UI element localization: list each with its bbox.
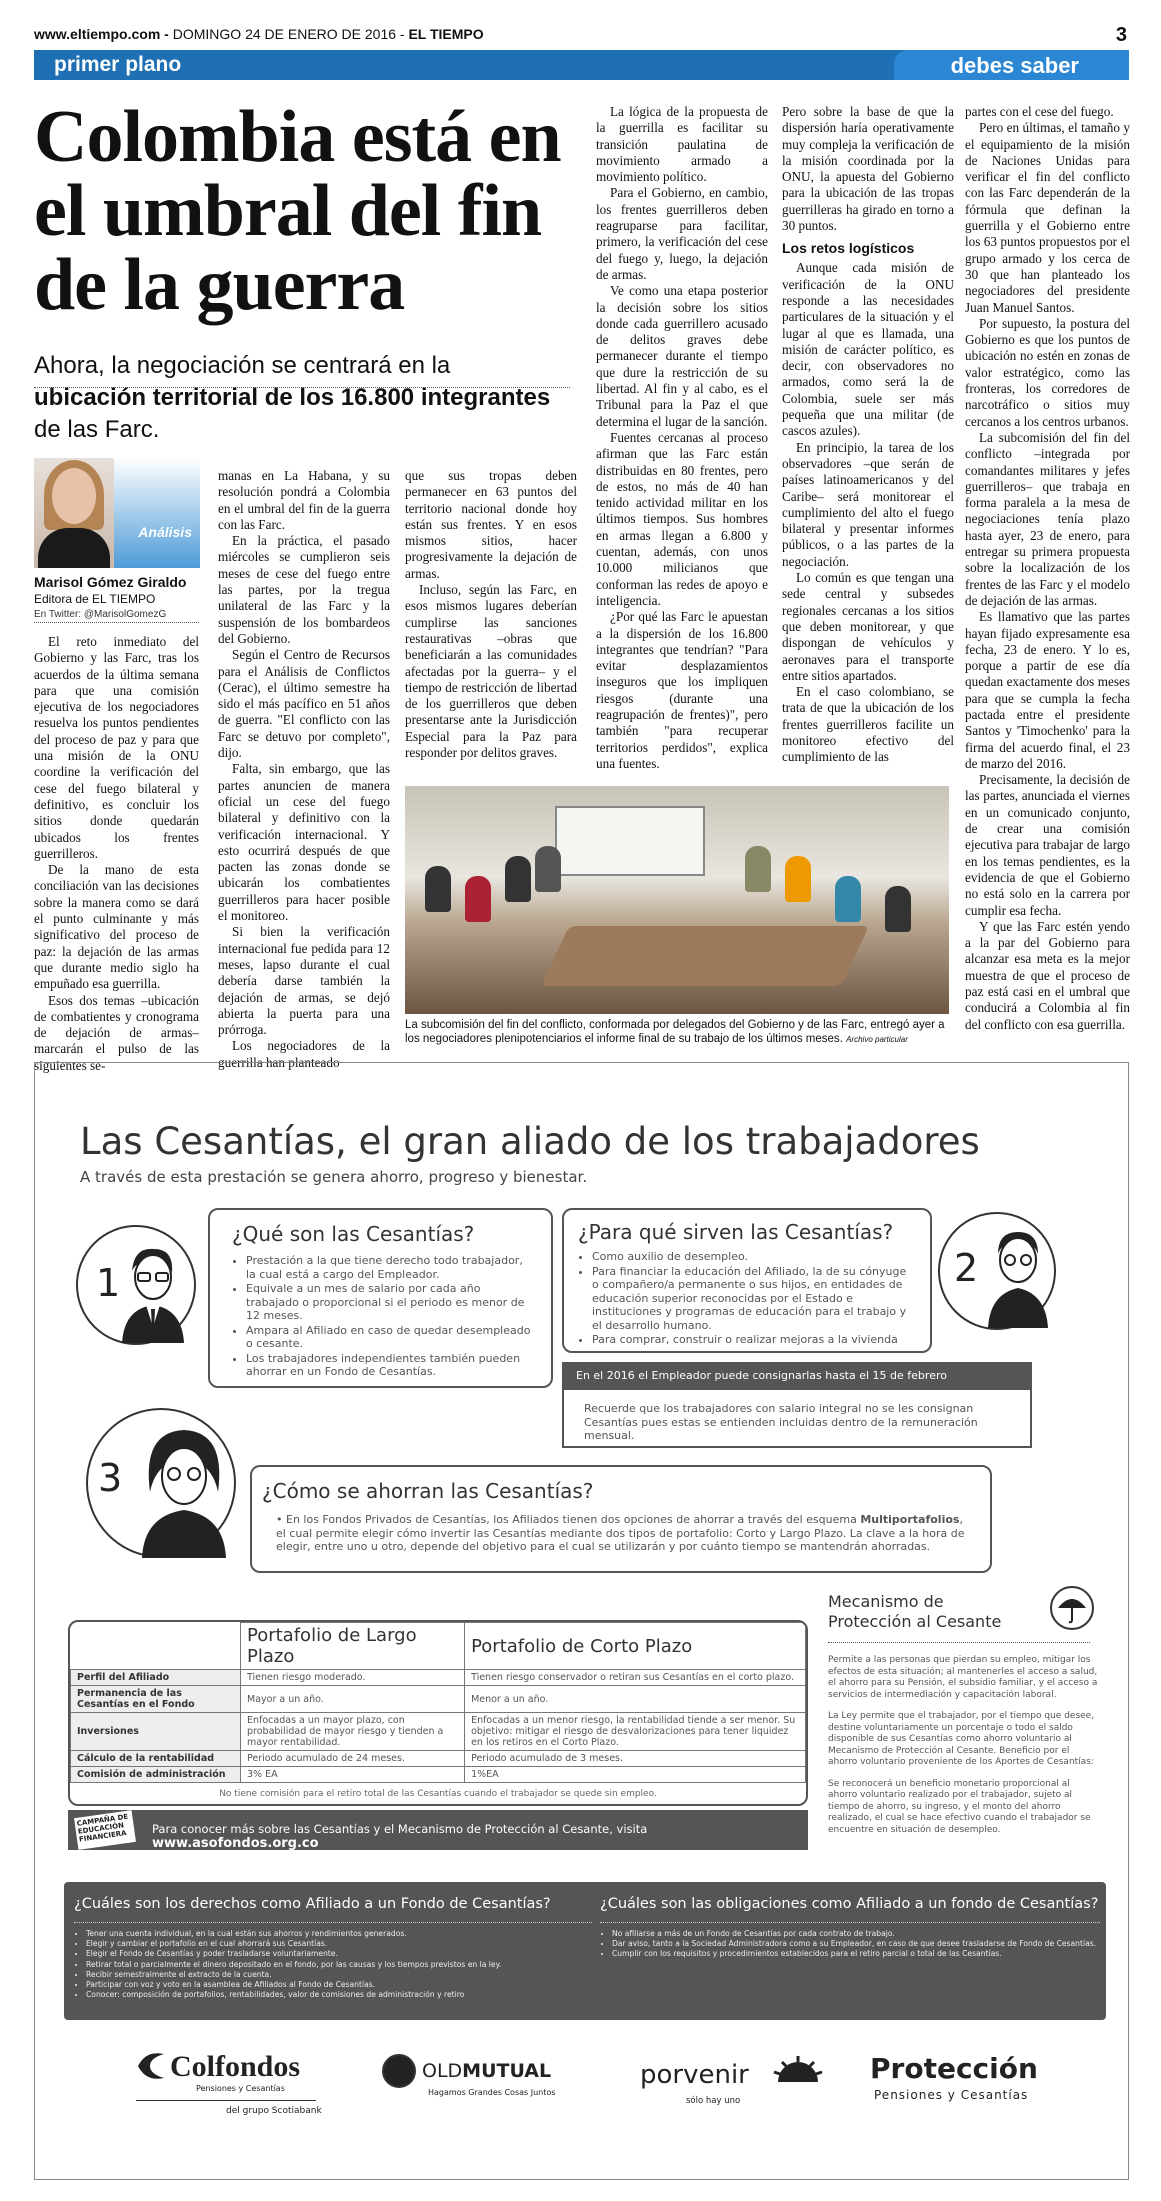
article-column-4 bbox=[596, 104, 768, 774]
q2-bubble bbox=[562, 1208, 932, 1353]
author-rule bbox=[34, 622, 199, 623]
list-item: • Retirar total o parcialmente el dinero depositado en el fondo, por las causas y los tiempos previstos en la ley. bbox=[86, 1960, 592, 1970]
deck-bold: ubicación territorial de los 16.800 integrantes bbox=[34, 384, 551, 411]
table-footnote: No tiene comisión para el retiro total de las Cesantías cuando el trabajador se quede sin empleo. bbox=[219, 1789, 657, 1799]
table-row bbox=[71, 1767, 806, 1783]
campaign-badge: CAMPAÑA DE EDUCACIÓN FINANCIERA bbox=[74, 1810, 136, 1850]
businessman-icon bbox=[120, 1243, 186, 1343]
table-cell-long: Enfocadas a un mayor plazo, con probabilidad de mayor riesgo y tienden a mayor rentabilidad. bbox=[241, 1713, 465, 1751]
paragraph: Según el Centro de Recursos para el Análisis de Conflictos (Cerac), el último semestre ha sido el más pacífico en 51 años de guerra. "El conflicto con las Farc se detuvo por completo", dijo. bbox=[218, 647, 390, 761]
paragraph: Ve como una etapa posterior la decisión sobre los sitios donde cada guerrillero acusado de delitos graves debe permanecer durante el tiempo que dure la restricción de su libertad. Al fin y al cabo, es el Tribunal para la Paz el que determina el lugar de la sanción. bbox=[596, 283, 768, 429]
paragraph: En el caso colombiano, se trata de que la ubicación de los frentes guerrilleros facilite un monitoreo efectivo del cumplimiento de las bbox=[782, 684, 954, 765]
q3-title: ¿Cómo se ahorran las Cesantías? bbox=[262, 1479, 594, 1503]
paragraph: Lo común es que tengan una sede central y subsedes regionales cercanas a los sitios que deben monitorear, y que dispongan de vehículos y aeronaves para el transporte entre sitios apartados. bbox=[782, 570, 954, 683]
mechanism-rule bbox=[828, 1642, 1090, 1643]
paragraph: El reto inmediato del Gobierno y las Farc, tras los acuerdos de la última semana para que una comisión ejecutiva de los negociadores resuelva los puntos pendientes del proceso de paz y para que una misión de la ONU coordine la verificación del cese del fuego bilateral y definitivo, es concluir los sitios donde quedarán ubicados los frentes guerrilleros. bbox=[34, 634, 199, 861]
section-label-left: primer plano bbox=[54, 53, 182, 76]
mechanism-p2: La Ley permite que el trabajador, por el tiempo que desee, destine voluntariamente un porcentaje o todo el saldo disponible de sus Cesantías como ahorro voluntario al Mecanismo de Protección al Cesante. Beneficio por el ahorro voluntario proveniente de los Aportes de Cesantías: bbox=[828, 1711, 1095, 1767]
list-item: • Prestación a la que tiene derecho todo trabajador, la cual está a cargo del Empleador. bbox=[246, 1254, 534, 1281]
colfondos-rule bbox=[136, 2100, 316, 2101]
list-item: • Recibir semestralmente el extracto de la cuenta. bbox=[86, 1970, 592, 1980]
table-cell-long: Periodo acumulado de 24 meses. bbox=[241, 1751, 465, 1767]
table-cell-label: Perfil del Afiliado bbox=[71, 1670, 241, 1686]
table-row bbox=[71, 1686, 806, 1713]
table-cell-short: Periodo acumulado de 3 meses. bbox=[465, 1751, 806, 1767]
paragraph: En la práctica, el pasado miércoles se cumplieron seis meses de cese del fuego entre las partes, por la tregua unilateral de las Farc y la suspensión de los bombardeos del Gobierno. bbox=[218, 533, 390, 646]
paragraph: En principio, la tarea de los observadores –que serán de países latinoamericanos y del Caribe– será monitorear el cumplimiento del alto el fuego bilateral y presentar informes públicos, o a las partes de la negociación. bbox=[782, 439, 954, 569]
q3-text-2: , el cual permite elegir cómo invertir las Cesantías mediante dos tipos de portafolio: Corto y Largo Plazo. La clave a la hora de elegir, entre uno u otro, depende del objetivo para el cual se utilizarán y por cuánto tiempo se mantendrán ahorradas. bbox=[276, 1513, 965, 1553]
paragraph: Es llamativo que las partes hayan fijado expresamente esa fecha, 23 de enero. Y lo es, porque a partir de ese día quedan exactamente dos meses para que se cumpla la fecha pactada entre el presidente Santos y 'Timochenko' para la firma del acuerdo final, el 23 de marzo del 2016. bbox=[965, 609, 1130, 771]
oldmutual-sub: Hagamos Grandes Cosas Juntos bbox=[428, 2088, 556, 2097]
person bbox=[505, 856, 531, 902]
rights-title: ¿Cuáles son los derechos como Afiliado a un Fondo de Cesantías? bbox=[74, 1896, 551, 1912]
oldmutual-name-2: MUTUAL bbox=[462, 2060, 552, 2082]
q3-text-1: En los Fondos Privados de Cesantías, los Afiliados tienen dos opciones de ahorrar a través del esquema bbox=[286, 1513, 861, 1526]
analysis-tag bbox=[114, 458, 200, 568]
photo-credit: Archivo particular bbox=[846, 1035, 908, 1044]
table-body bbox=[71, 1670, 806, 1783]
list-item: • Los trabajadores independientes también pueden ahorrar en un Fondo de Cesantías. bbox=[246, 1352, 534, 1379]
issue-date: DOMINGO 24 DE ENERO DE 2016 - bbox=[172, 26, 405, 42]
q3-text-bold: Multiportafolios bbox=[860, 1513, 960, 1526]
paragraph: manas en La Habana, y su resolución pondrá a Colombia en el umbral del fin de la guerra con las Farc. bbox=[218, 468, 390, 532]
paragraph: La subcomisión del fin del conflicto –integrada por comandantes militares y jefes guerrilleros– que trabaja en forma paralela a la mesa de negociaciones tenía plazo hasta ayer, 23 de enero, para entregar su primera propuesta sobre la localización de los frentes de las Farc y el modelo de dejación de las armas. bbox=[965, 429, 1130, 608]
analysis-label: Análisis bbox=[138, 524, 192, 540]
q3-bubble bbox=[250, 1465, 992, 1573]
paragraph: Esos dos temas –ubicación de combatientes y cronograma de dejación de armas– marcarán el pulso de las siguientes se- bbox=[34, 992, 199, 1073]
list-item: • Ampara al Afiliado en caso de quedar desempleado o cesante. bbox=[246, 1324, 534, 1351]
table-cell-long: 3% EA bbox=[241, 1767, 465, 1783]
campaign-bar bbox=[68, 1810, 808, 1850]
q3-circle bbox=[86, 1408, 236, 1558]
mechanism-p3: Se reconocerá un beneficio monetario proporcional al ahorro voluntario realizado por el trabajador, sujeto al tiempo de ahorro, su ingreso, y el monto del ahorro realizado, el cual se hace efectivo cuando el trabajador se encuentre en situación de desempleo. bbox=[828, 1778, 1091, 1835]
umbrella-icon bbox=[1050, 1586, 1094, 1630]
table-cell-long: Mayor a un año. bbox=[241, 1686, 465, 1713]
person bbox=[465, 876, 491, 922]
table-cell-short: 1%EA bbox=[465, 1767, 806, 1783]
meeting-table bbox=[541, 926, 869, 986]
list-item: • Equivale a un mes de salario por cada año trabajado o proporcional si el periodo es menor de 12 meses. bbox=[246, 1282, 534, 1323]
deck-text-2: de las Farc. bbox=[34, 416, 160, 443]
campaign-link[interactable]: www.asofondos.org.co bbox=[152, 1836, 319, 1851]
col-header-long: Portafolio de Largo Plazo bbox=[241, 1623, 465, 1670]
person bbox=[745, 846, 771, 892]
ad-subtitle: A través de esta prestación se genera ahorro, progreso y bienestar. bbox=[80, 1168, 588, 1186]
q3-number: 3 bbox=[98, 1456, 123, 1500]
subhead: Los retos logísticos bbox=[782, 240, 915, 257]
table-cell-short: Enfocadas a un menor riesgo, la rentabilidad tiende a ser menor. Su objetivo: mitigar el riesgo de desvalorizaciones para tener liquidez en los retiros en el Corto Plazo. bbox=[465, 1713, 806, 1751]
duties-list bbox=[600, 1929, 1100, 1960]
list-item: • No afiliarse a más de un Fondo de Cesantías por cada contrato de trabajo. bbox=[612, 1929, 1100, 1939]
duties-section bbox=[600, 1896, 1100, 1960]
author-role: Editora de EL TIEMPO bbox=[34, 592, 156, 606]
campaign-msg: Para conocer más sobre las Cesantías y el Mecanismo de Protección al Cesante, visita bbox=[152, 1822, 648, 1836]
paragraph: Pero sobre la base de que la dispersión haría operativamente muy compleja la verificación de la misión coordinada por la ONU, la apuesta del Gobierno para la ubicación de las tropas guerrilleras ha girado en torno a 30 puntos. bbox=[782, 104, 954, 234]
oldmutual-name-1: OLD bbox=[422, 2060, 463, 2082]
sunrise-icon bbox=[772, 2054, 824, 2084]
table-cell-label: Inversiones bbox=[71, 1713, 241, 1751]
deck bbox=[34, 350, 564, 446]
paragraph: Falta, sin embargo, que las partes anuncien de manera oficial un cese del fuego bilateral y definitivo con la verificación internacional. Y esto ocurrirá después de que pacten las zonas donde se ubicarán los combatientes guerrilleros para hacer posible el monitoreo. bbox=[218, 761, 390, 924]
table-row bbox=[71, 1713, 806, 1751]
section-label-right: debes saber bbox=[950, 53, 1079, 78]
author-photo bbox=[34, 458, 114, 568]
q1-circle bbox=[76, 1225, 196, 1345]
article-column-2 bbox=[218, 468, 390, 1070]
deck-rule bbox=[34, 387, 570, 388]
q2-circle bbox=[938, 1212, 1056, 1330]
paragraph: Fuentes cercanas al proceso afirman que las Farc están distribuidas en 80 frentes, pero de estos, no más de 40 han tenido actividad militar en los últimos tiempos. Sus hombres en armas llegan a 6.800 y cuentan, además, con unos 10.000 milicianos que conforman las redes de apoyo e inteligencia. bbox=[596, 429, 768, 608]
paragraph: Pero en últimas, el tamaño y el equipamiento de la misión de Naciones Unidas para verificar el fin del conflicto con las Farc dependerán de la fórmula que definan la guerrilla y el Gobierno entre los 63 puntos propuestos por el grupo armado y los cerca de 30 que han planteado los negociadores del presidente Juan Manuel Santos. bbox=[965, 120, 1130, 315]
proteccion-name: Protección bbox=[870, 2052, 1038, 2085]
page-number: 3 bbox=[1115, 24, 1127, 46]
rights-duties-panel bbox=[64, 1882, 1106, 2020]
table-cell-label: Comisión de administración bbox=[71, 1767, 241, 1783]
man-glasses-icon bbox=[986, 1228, 1050, 1328]
paragraph: Los negociadores de la guerrilla han planteado bbox=[218, 1038, 390, 1070]
site-url[interactable]: www.eltiempo.com - bbox=[34, 26, 169, 42]
photo-caption bbox=[405, 1018, 949, 1047]
oldmutual-name bbox=[422, 2060, 551, 2082]
ad-title: Las Cesantías, el gran aliado de los trabajadores bbox=[80, 1120, 980, 1163]
list-item: • Cumplir con los requisitos y procedimientos establecidos para el retiro parcial o total de las Cesantías. bbox=[612, 1949, 1100, 1959]
table-cell-label: Permanencia de las Cesantías en el Fondo bbox=[71, 1686, 241, 1713]
paragraph: partes con el cese del fuego. bbox=[965, 104, 1114, 119]
q2-band: En el 2016 el Empleador puede consignarlas hasta el 15 de febrero bbox=[562, 1362, 1032, 1390]
paragraph: Incluso, según las Farc, en esos mismos lugares deberían cumplirse las sanciones restaurativas –obras que beneficiarán a las comunidades afectadas por la guerra– y el tiempo de restricción de libertad de los guerrilleros que deben presentarse ante la Jurisdicción Especial para la Paz para responder por delitos graves. bbox=[405, 582, 577, 761]
whiteboard bbox=[555, 806, 705, 876]
paragraph: Para el Gobierno, en cambio, los frentes guerrilleros deben reagruparse para facilitar, primero, la verificación del cese del fuego y, luego, la dejación de armas. bbox=[596, 185, 768, 282]
list-item: • Como auxilio de desempleo. bbox=[592, 1250, 910, 1264]
colfondos-symbol-icon bbox=[136, 2050, 166, 2082]
porvenir-sub: sólo hay uno bbox=[686, 2096, 741, 2106]
mechanism-panel bbox=[828, 1592, 1098, 1836]
colfondos-group: del grupo Scotiabank bbox=[226, 2106, 322, 2116]
paragraph: Aunque cada misión de verificación de la ONU responde a las necesidades particulares de la situación y el lugar al que es llamada, una misión de carácter político, es decir, con observadores no armados, como será la de Colombia, suele ser más pequeña que una militar (de cascos azules). bbox=[782, 260, 954, 439]
paragraph: Y que las Farc estén yendo a la par del Gobierno para alcanzar esa meta es la mejor muestra de que el proceso de paz está casi en el umbral que conducirá a Colombia al fin del conflicto con esa guerrilla. bbox=[965, 918, 1130, 1032]
column-5-part-b bbox=[782, 260, 954, 765]
proteccion-sub: Pensiones y Cesantías bbox=[874, 2088, 1029, 2102]
colfondos-name: Colfondos bbox=[170, 2050, 301, 2083]
q2-note: Recuerde que los trabajadores con salario integral no se les consignan Cesantías pues estas se entienden incluidas dentro de la remuneración mensual. bbox=[584, 1402, 978, 1442]
author-name: Marisol Gómez Giraldo bbox=[34, 574, 187, 590]
person bbox=[535, 846, 561, 892]
portfolio-table-box bbox=[68, 1620, 808, 1806]
q1-bubble bbox=[208, 1208, 553, 1388]
q1-title: ¿Qué son las Cesantías? bbox=[232, 1222, 475, 1246]
list-item: • Para financiar la educación del Afiliado, la de su cónyuge o compañero/a permanente o sus hijos, en entidades de educación superior reconocidas por el Estado e instituciones y programas de educación para el trabajo y el desarrollo humano. bbox=[592, 1265, 910, 1333]
q1-list bbox=[234, 1254, 534, 1379]
col-header-short: Portafolio de Corto Plazo bbox=[465, 1623, 806, 1670]
person bbox=[885, 886, 911, 932]
q2-title: ¿Para qué sirven las Cesantías? bbox=[578, 1220, 894, 1244]
q2-number: 2 bbox=[954, 1246, 979, 1290]
rights-rule bbox=[74, 1922, 592, 1923]
campaign-text bbox=[152, 1822, 808, 1851]
portfolio-table bbox=[70, 1622, 806, 1783]
header-line bbox=[34, 26, 484, 42]
column-5-part-a bbox=[782, 104, 954, 234]
author-body bbox=[38, 528, 110, 568]
duties-rule bbox=[600, 1922, 1100, 1923]
q2-note-box bbox=[562, 1390, 1032, 1448]
paragraph: La lógica de la propuesta de la guerrilla es facilitar su transición paulatina de movimiento armado a movimiento político. bbox=[596, 104, 768, 185]
mechanism-title: Mecanismo de Protección al Cesante bbox=[828, 1592, 1002, 1631]
q2-list bbox=[580, 1250, 910, 1347]
table-header-row bbox=[71, 1623, 806, 1670]
section-bar bbox=[34, 50, 1129, 80]
list-item: • Participar con voz y voto en la asamblea de Afiliados al Fondo de Cesantías. bbox=[86, 1980, 592, 1990]
woman-icon bbox=[136, 1422, 232, 1558]
rights-section bbox=[74, 1896, 592, 2000]
table-row bbox=[71, 1670, 806, 1686]
meeting-photo bbox=[405, 786, 949, 1014]
article-column-6 bbox=[965, 104, 1130, 1054]
person bbox=[835, 876, 861, 922]
table-row bbox=[71, 1751, 806, 1767]
paragraph: que sus tropas deben permanecer en 63 puntos del territorio nacional donde hoy están sus frentes. Y en esos mismos sitios, hacer progresivamente la dejación de armas. bbox=[405, 468, 577, 581]
paragraph: ¿Por qué las Farc le apuestan a la dispersión de los 16.800 integrantes que tendrían? "Para evitar desplazamientos inseguros que los impliquen riesgos (durante una reagrupación de frentes)", pero también "para recuperar territorios perdidos", explica una fuentes. bbox=[596, 609, 768, 771]
table-corner bbox=[71, 1623, 241, 1670]
headline: Colombia está en el umbral del fin de la guerra bbox=[34, 96, 561, 326]
colfondos-sub: Pensiones y Cesantías bbox=[196, 2084, 285, 2093]
oldmutual-symbol-icon bbox=[382, 2054, 416, 2088]
paragraph: Precisamente, la decisión de las partes, anunciada el viernes en un comunicado conjunto, de crear una comisión ejecutiva para trabajar de largo en los temas pendientes, es la evidencia de que el Gobierno no está solo en la carrera por cumplir esa fecha. bbox=[965, 772, 1130, 918]
duties-title: ¿Cuáles son las obligaciones como Afiliado a un fondo de Cesantías? bbox=[600, 1896, 1099, 1912]
q1-number: 1 bbox=[96, 1261, 121, 1305]
q3-text: • En los Fondos Privados de Cesantías, los Afiliados tienen dos opciones de ahorrar a través del esquema Multiportafolios, el cual permite elegir cómo invertir las Cesantías mediante dos tipos de portafolio: Corto y Largo Plazo. La clave a la hora de elegir, entre uno u otro, depende del objetivo para el cual se utilizarán y por cuánto tiempo se mantendrán ahorradas. bbox=[276, 1513, 965, 1553]
list-item: • Para comprar, construir o realizar mejoras a la vivienda bbox=[592, 1333, 910, 1347]
deck-text-1: Ahora, la negociación se centrará en la bbox=[34, 352, 451, 379]
table-cell-short: Tienen riesgo conservador o retiran sus Cesantías en el corto plazo. bbox=[465, 1670, 806, 1686]
list-item: • Elegir el Fondo de Cesantías y poder trasladarse voluntariamente. bbox=[86, 1949, 592, 1959]
list-item: • Dar aviso, tanto a la Sociedad Administradora como a su Empleador, en caso de que desee trasladarse de Fondo de Cesantías. bbox=[612, 1939, 1100, 1949]
porvenir-name: porvenir bbox=[640, 2060, 749, 2090]
table-cell-short: Menor a un año. bbox=[465, 1686, 806, 1713]
list-item: • Conocer: composición de portafolios, rentabilidades, valor de comisiones de administración y retiro bbox=[86, 1990, 592, 2000]
author-twitter: En Twitter: @MarisolGomezG bbox=[34, 609, 167, 620]
paragraph: De la mano de esta conciliación van las decisiones sobre la manera como se dará el punto culminante y más significativo del proceso de paz: la dejación de las armas que durante medio siglo ha empuñado esa guerrilla. bbox=[34, 862, 199, 992]
paragraph: Si bien la verificación internacional fue pedida para 12 meses, lapso durante el cual debería darse también la dejación de armas, se dejó abierta la puerta para una prórroga. bbox=[218, 924, 390, 1038]
table-cell-label: Cálculo de la rentabilidad bbox=[71, 1751, 241, 1767]
person bbox=[425, 866, 451, 912]
article-column-5 bbox=[782, 104, 954, 774]
author-face bbox=[52, 468, 96, 524]
article-column-3 bbox=[405, 468, 577, 768]
list-item: • Tener una cuenta individual, en la cual están sus ahorros y rendimientos generados. bbox=[86, 1929, 592, 1939]
article-column-1 bbox=[34, 634, 199, 1073]
caption-text: La subcomisión del fin del conflicto, conformada por delegados del Gobierno y de las Farc, entregó ayer a los negociadores plenipotenciarios el informe final de su trabajo de los últimos meses. bbox=[405, 1019, 945, 1045]
list-item: • Elegir y cambiar el portafolio en el cual ahorrará sus Cesantías. bbox=[86, 1939, 592, 1949]
rights-list bbox=[74, 1929, 592, 2000]
paragraph: Por supuesto, la postura del Gobierno es que los puntos de ubicación no estén en zonas de valor estratégico, como las fronteras, los corredores de narcotráfico o sitios muy cercanos a los centros urbanos. bbox=[965, 315, 1130, 429]
person bbox=[785, 856, 811, 902]
table-cell-long: Tienen riesgo moderado. bbox=[241, 1670, 465, 1686]
paper-name: EL TIEMPO bbox=[408, 26, 484, 42]
mechanism-p1: Permite a las personas que pierdan su empleo, mitigar los efectos de esta situación; al mantenerles el acceso a salud, el ahorro para su Pensión, el subsidio familiar, y el acceso a servicios de intermediación y capacitación laboral. bbox=[828, 1655, 1098, 1700]
